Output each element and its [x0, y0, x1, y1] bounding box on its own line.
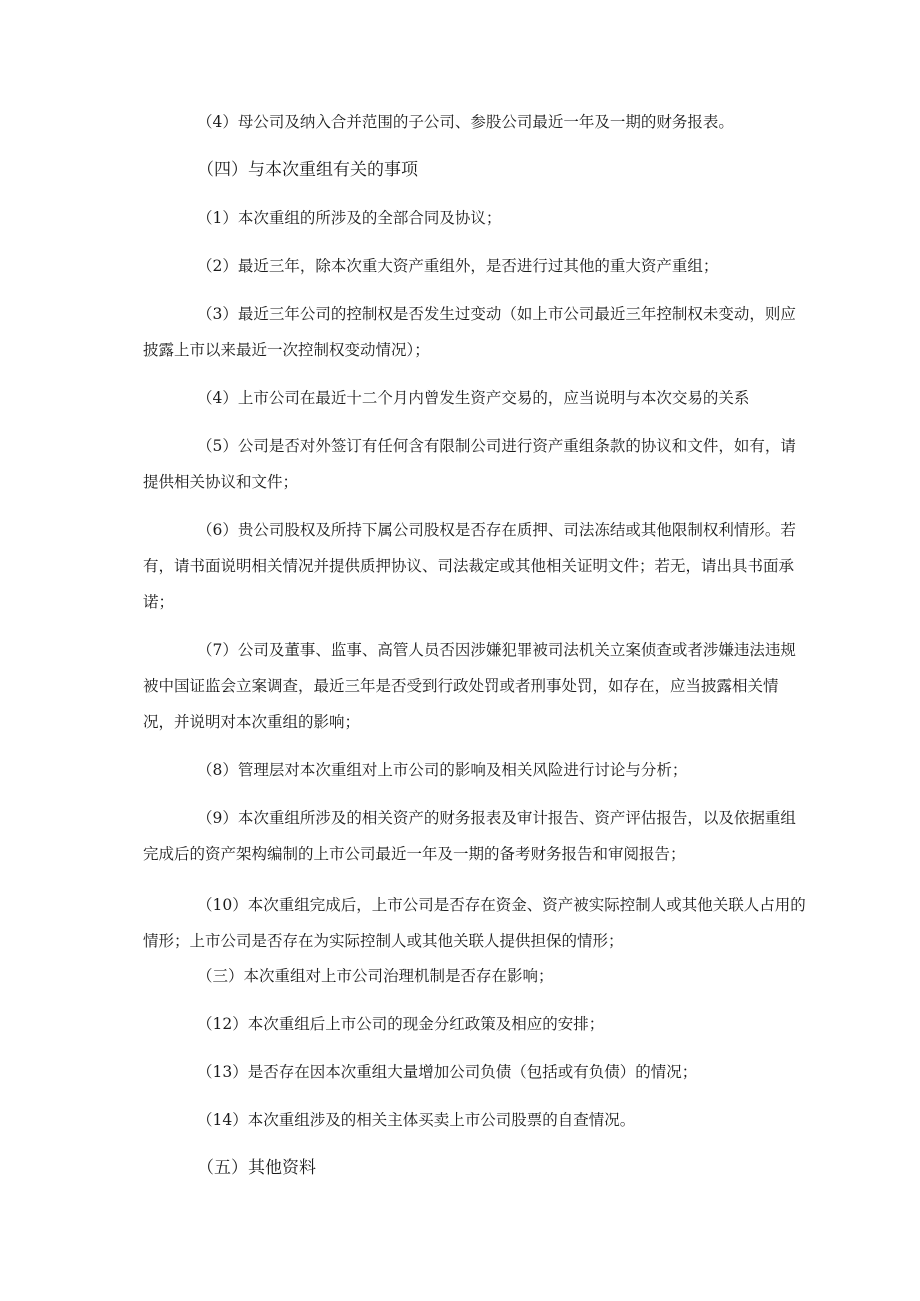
paragraph-item-5: （5）公司是否对外签订有任何含有限制公司进行资产重组条款的协议和文件，如有，请提供相关协议和文件；: [143, 437, 796, 491]
paragraph-item-11: （三）本次重组对上市公司治理机制是否存在影响；: [197, 967, 554, 985]
paragraph-item-10: （10）本次重组完成后，上市公司是否存在资金、资产被实际控制人或其他关联人占用的情形；上市公司是否存在为实际控制人或其他关联人提供担保的情形；: [143, 896, 806, 950]
paragraph-item-3: （3）最近三年公司的控制权是否发生过变动（如上市公司最近三年控制权未变动，则应披露上市以来最近一次控制权变动情况）；: [143, 305, 796, 359]
paragraph-item-12: （12）本次重组后上市公司的现金分红政策及相应的安排；: [197, 1015, 605, 1033]
paragraph-financial-statements: （4）母公司及纳入合并范围的子公司、参股公司最近一年及一期的财务报表。: [197, 113, 734, 131]
paragraph-item-13: （13）是否存在因本次重组大量增加公司负债（包括或有负债）的情况；: [197, 1063, 698, 1081]
paragraph-item-6: （6）贵公司股权及所持下属公司股权是否存在质押、司法冻结或其他限制权利情形。若有，请书面说明相关情况并提供质押协议、司法裁定或其他相关证明文件；若无，请出具书面承诺；: [143, 521, 796, 611]
paragraph-item-7: （7）公司及董事、监事、高管人员否因涉嫌犯罪被司法机关立案侦查或者涉嫌违法违规被中国证监会立案调查，最近三年是否受到行政处罚或者刑事处罚，如存在，应当披露相关情况，并说明对本次重组的影响；: [143, 641, 796, 731]
paragraph-item-14: （14）本次重组涉及的相关主体买卖上市公司股票的自查情况。: [197, 1111, 636, 1129]
paragraph-item-1: （1）本次重组的所涉及的全部合同及协议；: [197, 209, 502, 227]
paragraph-item-9: （9）本次重组所涉及的相关资产的财务报表及审计报告、资产评估报告，以及依据重组完成后的资产架构编制的上市公司最近一年及一期的备考财务报告和审阅报告；: [143, 809, 796, 863]
section-heading-restructuring-matters: （四）与本次重组有关的事项: [197, 160, 418, 180]
paragraph-item-2: （2）最近三年，除本次重大资产重组外，是否进行过其他的重大资产重组；: [197, 257, 719, 275]
paragraph-item-4: （4）上市公司在最近十二个月内曾发生资产交易的，应当说明与本次交易的关系: [197, 389, 750, 407]
paragraph-item-8: （8）管理层对本次重组对上市公司的影响及相关风险进行讨论与分析；: [197, 761, 688, 779]
section-heading-other-materials: （五）其他资料: [197, 1158, 316, 1178]
